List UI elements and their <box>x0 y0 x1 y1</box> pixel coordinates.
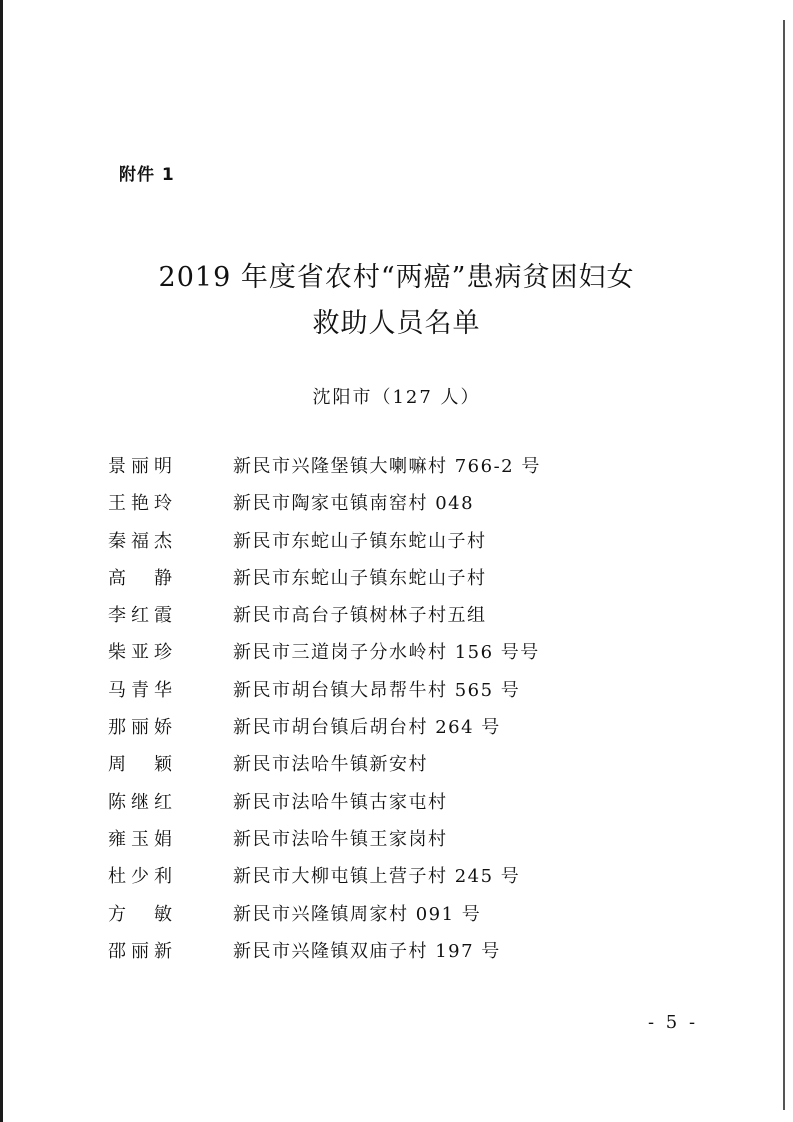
list-item <box>0 638 793 675</box>
recipient-address: 新民市东蛇山子镇东蛇山子村 <box>233 567 487 589</box>
recipient-address: 新民市兴隆镇周家村 091 号 <box>233 903 482 925</box>
list-item <box>0 527 793 564</box>
recipient-list <box>0 452 793 974</box>
recipient-address: 新民市高台子镇树林子村五组 <box>233 605 487 627</box>
recipient-address: 新民市兴隆镇双庙子村 197 号 <box>233 940 501 962</box>
list-item <box>0 937 793 974</box>
recipient-address: 新民市法哈牛镇王家岗村 <box>233 828 448 850</box>
list-item <box>0 676 793 713</box>
page-number: - 5 - <box>648 1012 699 1033</box>
recipient-address: 新民市三道岗子分水岭村 156 号号 <box>233 642 540 664</box>
recipient-address: 新民市胡台镇后胡台村 264 号 <box>233 717 501 739</box>
recipient-name: 柴亚珍 <box>108 642 172 664</box>
city-heading: 沈阳市（127 人） <box>312 387 481 408</box>
document-title-line-2: 救助人员名单 <box>312 308 481 339</box>
list-item <box>0 564 793 601</box>
recipient-name: 王艳玲 <box>108 493 172 515</box>
list-item <box>0 825 793 862</box>
list-item <box>0 900 793 937</box>
list-item <box>0 750 793 787</box>
recipient-name: 方 敏 <box>108 903 172 925</box>
recipient-address: 新民市胡台镇大昂帮牛村 565 号 <box>233 679 521 701</box>
recipient-name: 高 静 <box>108 567 172 589</box>
list-item <box>0 489 793 526</box>
recipient-name: 马青华 <box>108 679 172 701</box>
document-title-line-1: 2019 年度省农村“两癌”患病贫困妇女 <box>158 262 635 293</box>
recipient-name: 李红霞 <box>108 605 172 627</box>
list-item <box>0 452 793 489</box>
recipient-name: 周 颖 <box>108 754 172 776</box>
recipient-name: 那丽娇 <box>108 717 172 739</box>
recipient-address: 新民市兴隆堡镇大喇嘛村 766-2 号 <box>233 456 541 477</box>
recipient-address: 新民市法哈牛镇古家屯村 <box>233 791 448 813</box>
list-item <box>0 601 793 638</box>
recipient-name: 景丽明 <box>108 456 172 477</box>
recipient-address: 新民市东蛇山子镇东蛇山子村 <box>233 530 487 552</box>
recipient-address: 新民市陶家屯镇南窑村 048 <box>233 493 475 515</box>
recipient-name: 邵丽新 <box>108 940 172 962</box>
attachment-label: 附件 1 <box>119 165 175 185</box>
recipient-name: 杜少利 <box>108 866 172 888</box>
recipient-name: 雍玉娟 <box>108 828 172 850</box>
list-item <box>0 788 793 825</box>
recipient-name: 秦福杰 <box>108 530 172 552</box>
list-item <box>0 713 793 750</box>
recipient-address: 新民市法哈牛镇新安村 <box>233 754 428 776</box>
recipient-address: 新民市大柳屯镇上营子村 245 号 <box>233 866 521 888</box>
recipient-name: 陈继红 <box>108 791 172 813</box>
list-item <box>0 862 793 899</box>
